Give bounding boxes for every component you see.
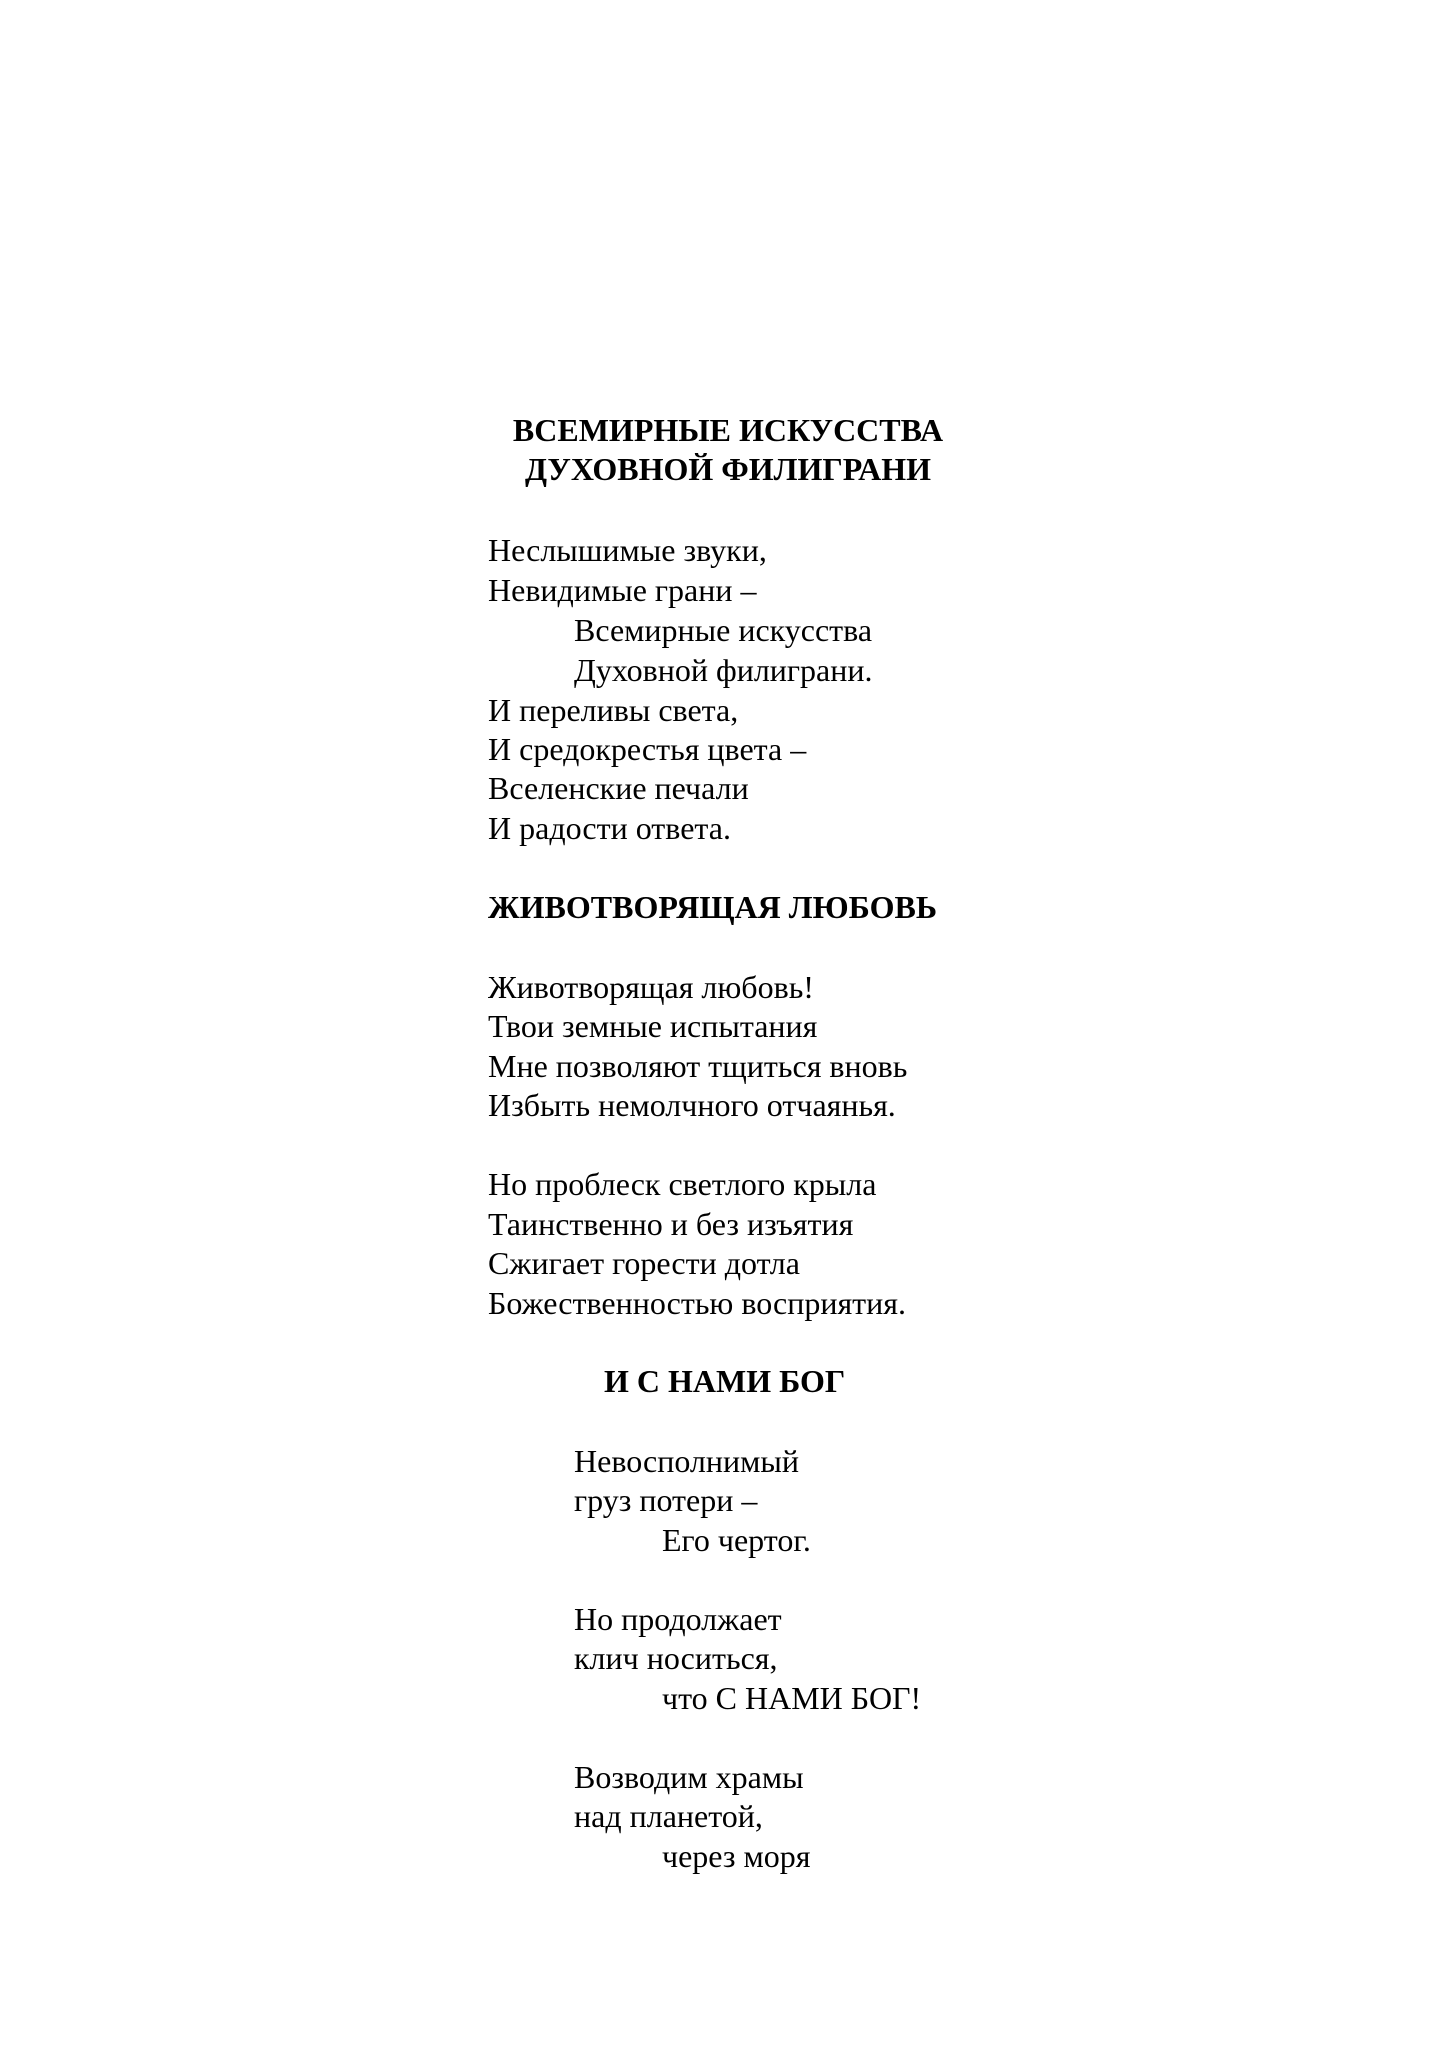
- poem1-line: Неслышимые звуки,: [488, 532, 767, 568]
- poem1-line: И переливы света,: [488, 692, 739, 728]
- poem3-line: Но продолжает: [574, 1601, 782, 1637]
- poem1-title-line1: ВСЕМИРНЫЕ ИСКУССТВА: [512, 412, 944, 448]
- poem2-line: Твои земные испытания: [488, 1008, 818, 1044]
- poem2-line: Избыть немолчного отчаянья.: [488, 1087, 896, 1123]
- poem2-line: Сжигает горести дотла: [488, 1245, 800, 1281]
- poem3-line: клич носиться,: [574, 1640, 778, 1676]
- poem1-title-line2: ДУХОВНОЙ ФИЛИГРАНИ: [524, 451, 932, 487]
- poem1-line: Всемирные искусства: [574, 612, 873, 648]
- poem3-line: через моря: [662, 1838, 811, 1874]
- poem3-line: Возводим храмы: [574, 1759, 804, 1795]
- poem1-line: И средокрестья цвета –: [488, 731, 807, 767]
- poem3-line: над планетой,: [574, 1798, 763, 1834]
- poem3-line: Невосполнимый: [574, 1443, 799, 1479]
- poem2-line: Мне позволяют тщиться вновь: [488, 1048, 908, 1084]
- poem1-line: Вселенские печали: [488, 770, 749, 806]
- poem2-line: Но проблеск светлого крыла: [488, 1166, 877, 1202]
- poem3-title: И С НАМИ БОГ: [604, 1363, 846, 1399]
- poem1-line: И радости ответа.: [488, 810, 731, 846]
- poem2-line: Животворящая любовь!: [488, 969, 814, 1005]
- poem2-title: ЖИВОТВОРЯЩАЯ ЛЮБОВЬ: [488, 889, 937, 925]
- poem2-line: Таинственно и без изъятия: [488, 1206, 854, 1242]
- poem2-line: Божественностью восприятия.: [488, 1285, 906, 1321]
- poem3-line: груз потери –: [574, 1482, 758, 1518]
- poem3-line: что С НАМИ БОГ!: [662, 1680, 922, 1716]
- poem3-line: Его чертог.: [662, 1522, 811, 1558]
- poem1-line: Невидимые грани –: [488, 572, 757, 608]
- poem1-line: Духовной филиграни.: [574, 652, 873, 688]
